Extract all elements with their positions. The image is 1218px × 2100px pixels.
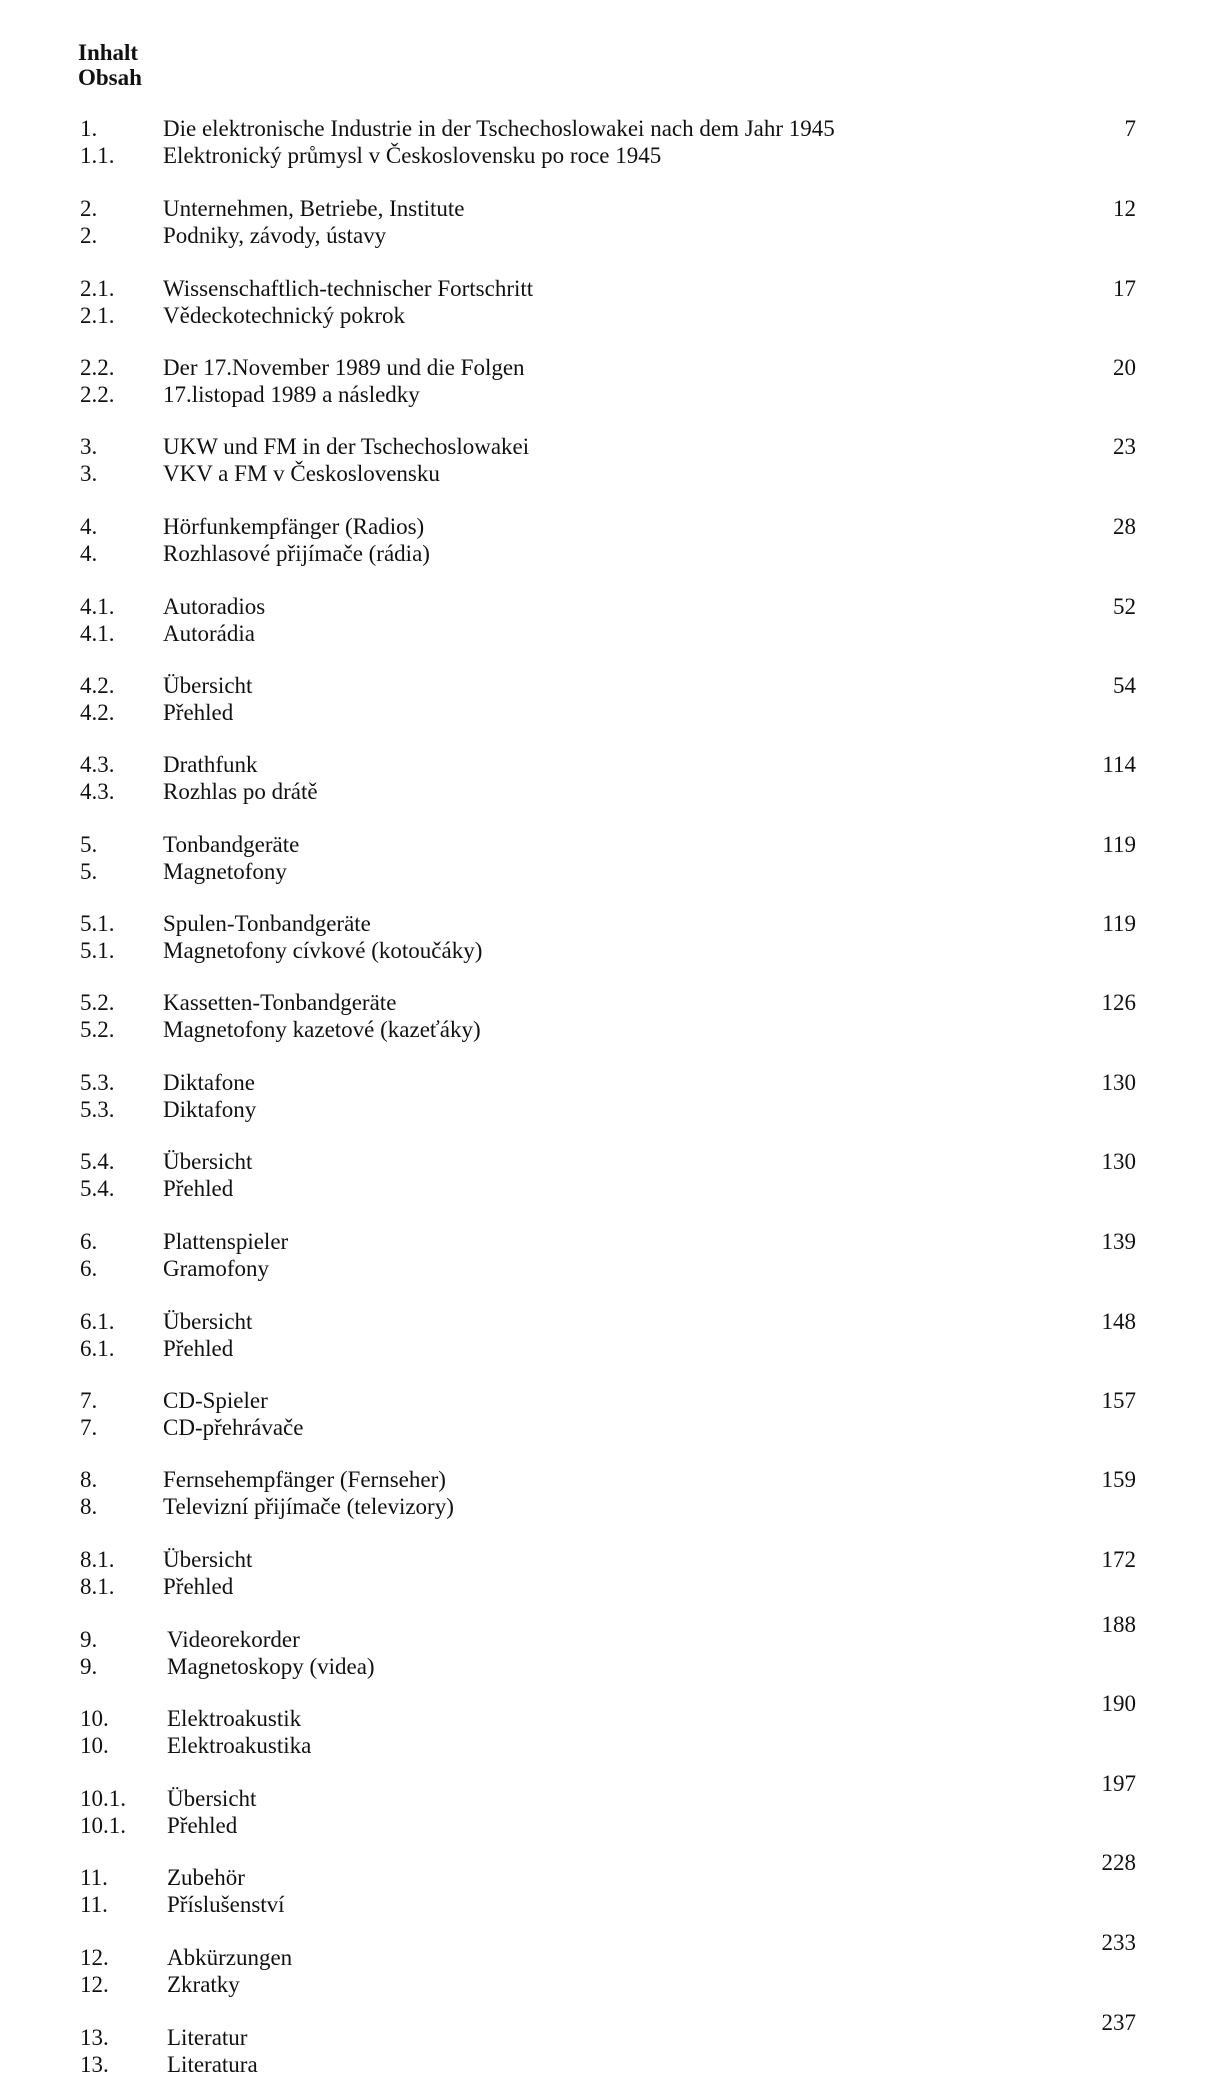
entry-number-czech: 2.2. bbox=[80, 382, 115, 407]
entry-title-czech: Magnetofony cívkové (kotoučáky) bbox=[163, 938, 483, 963]
heading-german: Inhalt bbox=[78, 40, 139, 65]
entry-number-german: 7. bbox=[80, 1388, 98, 1413]
entry-page-number: 197 bbox=[1101, 1771, 1136, 1796]
entry-title-german: Literatur bbox=[167, 2025, 248, 2050]
entry-title-czech: Přehled bbox=[163, 700, 234, 725]
entry-number-czech: 5.3. bbox=[80, 1097, 115, 1122]
entry-title-german: Übersicht bbox=[163, 1309, 253, 1334]
entry-number-german: 13. bbox=[80, 2025, 109, 2050]
entry-number-german: 3. bbox=[80, 434, 98, 459]
entry-page-number: 157 bbox=[1101, 1388, 1136, 1413]
entry-page-number: 119 bbox=[1102, 832, 1136, 857]
entry-number-german: 11. bbox=[80, 1865, 108, 1890]
toc-entry bbox=[0, 115, 1218, 175]
entry-title-german: Übersicht bbox=[163, 1149, 253, 1174]
toc-entry bbox=[0, 831, 1218, 891]
entry-number-czech: 8. bbox=[80, 1494, 98, 1519]
entry-title-czech: Televizní přijímače (televizory) bbox=[163, 1494, 454, 1519]
entry-title-german: Drathfunk bbox=[163, 752, 258, 777]
entry-title-czech: Magnetofony kazetové (kazeťáky) bbox=[163, 1017, 481, 1042]
entry-title-german: Spulen-Tonbandgeräte bbox=[163, 911, 371, 936]
entry-number-czech: 9. bbox=[80, 1654, 98, 1679]
entry-number-german: 6. bbox=[80, 1229, 98, 1254]
entry-page-number: 188 bbox=[1101, 1612, 1136, 1637]
entry-number-german: 4.2. bbox=[80, 673, 115, 698]
entry-page-number: 17 bbox=[1113, 276, 1136, 301]
entry-number-czech: 4.1. bbox=[80, 621, 115, 646]
entry-number-czech: 3. bbox=[80, 461, 98, 486]
entry-title-czech: Rozhlasové přijímače (rádia) bbox=[163, 541, 430, 566]
entry-page-number: 114 bbox=[1102, 752, 1136, 777]
entry-number-czech: 7. bbox=[80, 1415, 98, 1440]
entry-number-german: 5.2. bbox=[80, 990, 115, 1015]
entry-page-number: 23 bbox=[1113, 434, 1136, 459]
toc-heading bbox=[78, 40, 142, 90]
entry-number-german: 2.1. bbox=[80, 276, 115, 301]
entry-number-czech: 10.1. bbox=[80, 1813, 126, 1838]
toc-entry bbox=[0, 1771, 1218, 1845]
toc-entry bbox=[0, 1850, 1218, 1924]
entry-number-german: 5. bbox=[80, 832, 98, 857]
entry-number-german: 1. bbox=[80, 116, 98, 141]
entry-number-german: 4. bbox=[80, 514, 98, 539]
entry-page-number: 237 bbox=[1101, 2010, 1136, 2035]
entry-title-czech: Literatura bbox=[167, 2052, 258, 2077]
entry-title-german: Unternehmen, Betriebe, Institute bbox=[163, 196, 465, 221]
entry-number-czech: 1.1. bbox=[80, 143, 115, 168]
toc-entry bbox=[0, 195, 1218, 255]
toc-entry bbox=[0, 1691, 1218, 1765]
entry-title-german: Plattenspieler bbox=[163, 1229, 289, 1254]
entry-title-german: Wissenschaftlich-technischer Fortschritt bbox=[163, 276, 534, 301]
entry-number-german: 5.1. bbox=[80, 911, 115, 936]
heading-czech: Obsah bbox=[78, 65, 142, 90]
entry-page-number: 233 bbox=[1101, 1930, 1136, 1955]
entry-number-czech: 2. bbox=[80, 223, 98, 248]
entry-title-german: Fernsehempfänger (Fernseher) bbox=[163, 1467, 446, 1492]
entry-title-german: Kassetten-Tonbandgeräte bbox=[163, 990, 397, 1015]
entry-page-number: 7 bbox=[1124, 116, 1136, 141]
toc-entry bbox=[0, 1069, 1218, 1129]
entry-title-german: Videorekorder bbox=[167, 1627, 300, 1652]
entry-title-german: Der 17.November 1989 und die Folgen bbox=[163, 355, 525, 380]
entry-title-czech: Autorádia bbox=[163, 621, 255, 646]
entry-number-czech: 5.4. bbox=[80, 1176, 115, 1201]
entry-title-german: Die elektronische Industrie in der Tschechoslowakei nach dem Jahr 1945 bbox=[163, 116, 835, 141]
entry-page-number: 52 bbox=[1113, 594, 1136, 619]
entry-number-german: 4.1. bbox=[80, 594, 115, 619]
entry-title-czech: Přehled bbox=[167, 1813, 238, 1838]
entry-title-czech: Zkratky bbox=[167, 1972, 240, 1997]
entry-title-czech: Přehled bbox=[163, 1336, 234, 1361]
entry-title-czech: Magnetoskopy (videa) bbox=[167, 1654, 375, 1679]
entry-number-czech: 13. bbox=[80, 2052, 109, 2077]
toc-entry bbox=[0, 1930, 1218, 2004]
entry-page-number: 159 bbox=[1101, 1467, 1136, 1492]
entry-page-number: 28 bbox=[1113, 514, 1136, 539]
entry-number-german: 6.1. bbox=[80, 1309, 115, 1334]
toc-entry bbox=[0, 354, 1218, 414]
toc-entry bbox=[0, 593, 1218, 653]
entry-title-german: Diktafone bbox=[163, 1070, 255, 1095]
toc-entry bbox=[0, 672, 1218, 732]
entry-number-german: 9. bbox=[80, 1627, 98, 1652]
entry-title-german: Abkürzungen bbox=[167, 1945, 293, 1970]
entry-title-czech: Přehled bbox=[163, 1574, 234, 1599]
toc-entry bbox=[0, 989, 1218, 1049]
entry-number-czech: 5.1. bbox=[80, 938, 115, 963]
entry-number-czech: 11. bbox=[80, 1892, 108, 1917]
entry-number-czech: 12. bbox=[80, 1972, 109, 1997]
entry-title-czech: Elektroakustika bbox=[167, 1733, 312, 1758]
toc-entry bbox=[0, 751, 1218, 811]
toc-entry bbox=[0, 1466, 1218, 1526]
entry-title-german: Autoradios bbox=[163, 594, 266, 619]
entry-number-german: 5.4. bbox=[80, 1149, 115, 1174]
entry-title-czech: Přehled bbox=[163, 1176, 234, 1201]
entry-number-czech: 4. bbox=[80, 541, 98, 566]
toc-entry bbox=[0, 1612, 1218, 1686]
toc-entry bbox=[0, 275, 1218, 335]
entry-page-number: 126 bbox=[1101, 990, 1136, 1015]
entry-number-german: 8. bbox=[80, 1467, 98, 1492]
entry-title-czech: Gramofony bbox=[163, 1256, 270, 1281]
entry-title-czech: Diktafony bbox=[163, 1097, 257, 1122]
entry-number-german: 4.3. bbox=[80, 752, 115, 777]
entry-number-german: 5.3. bbox=[80, 1070, 115, 1095]
entry-title-german: Übersicht bbox=[163, 673, 253, 698]
entry-page-number: 228 bbox=[1101, 1850, 1136, 1875]
entry-title-czech: Podniky, závody, ústavy bbox=[163, 223, 387, 248]
toc-entry bbox=[0, 1308, 1218, 1368]
entry-number-german: 10.1. bbox=[80, 1786, 126, 1811]
entry-number-czech: 2.1. bbox=[80, 303, 115, 328]
toc-entry bbox=[0, 1228, 1218, 1288]
entry-number-czech: 5. bbox=[80, 859, 98, 884]
entry-title-czech: Magnetofony bbox=[163, 859, 287, 884]
entry-title-czech: Rozhlas po drátě bbox=[163, 779, 318, 804]
entry-page-number: 54 bbox=[1113, 673, 1136, 698]
entry-number-german: 2. bbox=[80, 196, 98, 221]
entry-page-number: 20 bbox=[1113, 355, 1136, 380]
toc-entry bbox=[0, 1387, 1218, 1447]
entry-page-number: 148 bbox=[1101, 1309, 1136, 1334]
entry-page-number: 130 bbox=[1101, 1149, 1136, 1174]
entry-page-number: 130 bbox=[1101, 1070, 1136, 1095]
entry-page-number: 172 bbox=[1101, 1547, 1136, 1572]
entry-title-czech: Vědeckotechnický pokrok bbox=[163, 303, 406, 328]
entry-title-czech: VKV a FM v Československu bbox=[163, 461, 440, 486]
entry-title-german: Tonbandgeräte bbox=[163, 832, 300, 857]
entry-number-czech: 6.1. bbox=[80, 1336, 115, 1361]
entry-title-german: Zubehör bbox=[167, 1865, 245, 1890]
toc-entry bbox=[0, 2010, 1218, 2084]
entry-title-german: CD-Spieler bbox=[163, 1388, 268, 1413]
toc-entry bbox=[0, 910, 1218, 970]
entry-title-german: UKW und FM in der Tschechoslowakei bbox=[163, 434, 530, 459]
entry-title-czech: CD-přehrávače bbox=[163, 1415, 304, 1440]
entry-number-czech: 4.3. bbox=[80, 779, 115, 804]
entry-page-number: 139 bbox=[1101, 1229, 1136, 1254]
entry-number-german: 2.2. bbox=[80, 355, 115, 380]
entry-number-czech: 6. bbox=[80, 1256, 98, 1281]
toc-entry bbox=[0, 1148, 1218, 1208]
entry-title-german: Hörfunkempfänger (Radios) bbox=[163, 514, 425, 539]
entry-page-number: 119 bbox=[1102, 911, 1136, 936]
entry-title-czech: Elektronický průmysl v Československu po roce 1945 bbox=[163, 143, 662, 168]
entry-number-german: 12. bbox=[80, 1945, 109, 1970]
entry-number-czech: 4.2. bbox=[80, 700, 115, 725]
entry-title-german: Übersicht bbox=[163, 1547, 253, 1572]
entry-number-czech: 5.2. bbox=[80, 1017, 115, 1042]
toc-entry bbox=[0, 1546, 1218, 1606]
entry-page-number: 190 bbox=[1101, 1691, 1136, 1716]
toc-entry bbox=[0, 433, 1218, 493]
entry-title-german: Übersicht bbox=[167, 1786, 257, 1811]
entry-number-czech: 10. bbox=[80, 1733, 109, 1758]
entry-page-number: 12 bbox=[1113, 196, 1136, 221]
toc-entry bbox=[0, 513, 1218, 573]
entry-number-german: 10. bbox=[80, 1706, 109, 1731]
entry-number-czech: 8.1. bbox=[80, 1574, 115, 1599]
entry-title-german: Elektroakustik bbox=[167, 1706, 302, 1731]
entry-title-czech: Příslušenství bbox=[167, 1892, 285, 1917]
entry-number-german: 8.1. bbox=[80, 1547, 115, 1572]
entry-title-czech: 17.listopad 1989 a následky bbox=[163, 382, 420, 407]
